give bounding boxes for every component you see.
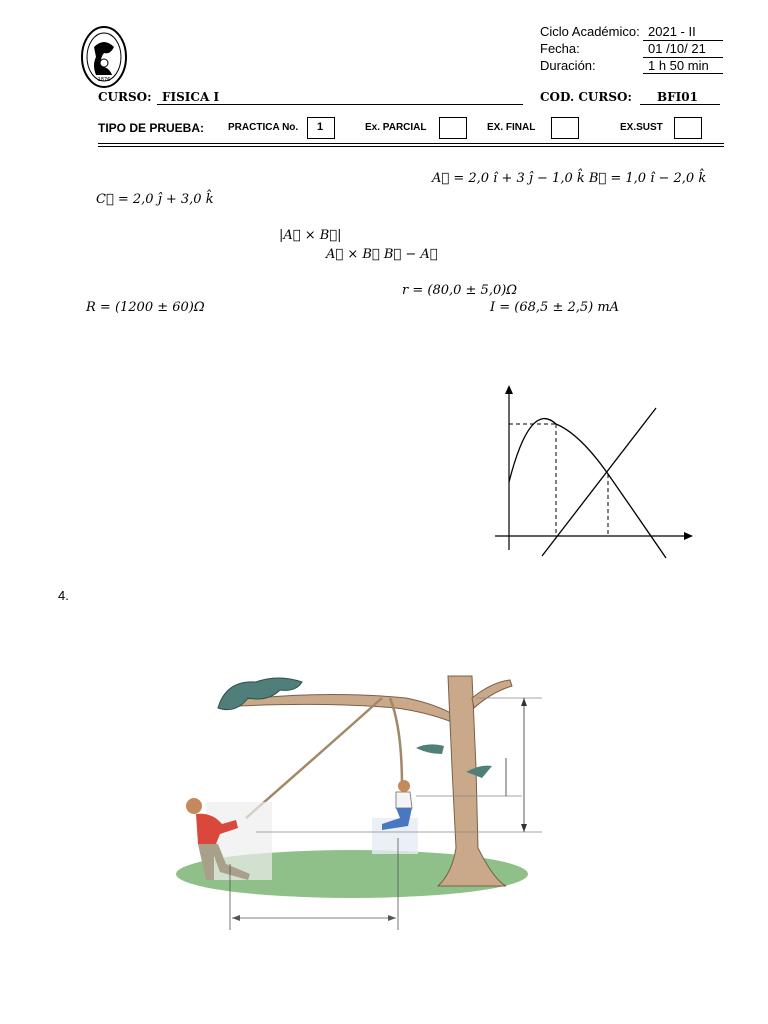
cod-value: BFI01 xyxy=(657,90,698,104)
vector-c-equation: C⃗ = 2,0 ĵ + 3,0 k̂ xyxy=(96,192,214,207)
child-shirt xyxy=(396,792,412,808)
ciclo-value: 2021 - II xyxy=(648,24,696,39)
leaf-icon xyxy=(416,744,444,754)
tipo-label: TIPO DE PRUEBA: xyxy=(98,121,205,135)
parabola-line-graph xyxy=(490,382,700,560)
header-divider-bottom xyxy=(98,146,724,147)
university-seal-icon xyxy=(80,25,128,89)
practica-label: PRACTICA No. xyxy=(228,122,299,133)
duracion-underline xyxy=(643,73,723,74)
resistance-r-value: r = (80,0 ± 5,0)Ω xyxy=(402,283,518,298)
curso-label: CURSO: xyxy=(98,90,152,104)
resistance-R-value: R = (1200 ± 60)Ω xyxy=(86,300,205,315)
graph-x-arrow-icon xyxy=(684,532,693,540)
sust-label: EX.SUST xyxy=(620,122,663,133)
problem-4-number: 4. xyxy=(58,588,69,603)
seal-year: 1876 xyxy=(97,77,111,83)
sust-box xyxy=(674,117,702,139)
cross-difference-expression: A⃗ × B⃗ B⃗ − A⃗ xyxy=(326,247,438,262)
pull-rope xyxy=(246,698,382,818)
child-head xyxy=(398,780,410,792)
man-head xyxy=(186,798,202,814)
tree-swing-pull-illustration xyxy=(176,668,546,933)
ciclo-label: Ciclo Académico: xyxy=(540,24,640,39)
curso-underline xyxy=(157,104,523,105)
final-box xyxy=(551,117,579,139)
parcial-box xyxy=(439,117,467,139)
duracion-label: Duración: xyxy=(540,58,596,73)
vector-a-b-equation: A⃗ = 2,0 î + 3 ĵ − 1,0 k̂ B⃗ = 1,0 î − 2,0 k̂ xyxy=(432,171,707,186)
graph-parabola xyxy=(509,419,666,558)
graph-y-arrow-icon xyxy=(505,385,513,394)
fecha-label: Fecha: xyxy=(540,41,580,56)
cod-underline xyxy=(640,104,720,105)
tree-right-branch xyxy=(472,680,512,708)
parcial-label: Ex. PARCIAL xyxy=(365,122,427,133)
duracion-value: 1 h 50 min xyxy=(648,58,709,73)
practica-value: 1 xyxy=(317,121,324,133)
graph-line xyxy=(542,408,656,556)
tree-branch xyxy=(236,694,456,722)
current-I-value: I = (68,5 ± 2,5) mA xyxy=(490,300,620,315)
cross-magnitude-expression: |A⃗ × B⃗| xyxy=(279,228,342,243)
fecha-value: 01 /10/ 21 xyxy=(648,41,706,56)
header-divider-top xyxy=(98,143,724,144)
cod-label: COD. CURSO: xyxy=(540,90,632,104)
curso-value: FISICA I xyxy=(162,90,220,104)
final-label: EX. FINAL xyxy=(487,122,536,133)
swing-rope xyxy=(390,698,402,786)
